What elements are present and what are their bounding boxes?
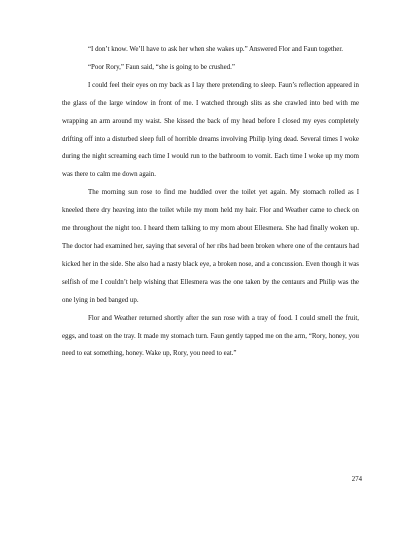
- paragraph: The morning sun rose to find me huddled over the toilet yet again. My stomach rolled as I kneeled there dry heaving into the toilet while my mom held my hair. Flor and Weather came to check on me throughout the night too. I heard them talking to my mom about Ellesmera. She had finally woken up. The doctor had examined her, saying that several of her ribs had been broken where one of the centaurs had kicked her in the side. She also had a nasty black eye, a broken nose, and a concussion. Even though it was selfish of me I couldn’t help wishing that Ellesmera was the one taken by the centaurs and Philip was the one lying in bed banged up.: [62, 189, 359, 304]
- page-number: 274: [351, 476, 362, 483]
- paragraph: “Poor Rory,” Faun said, “she is going to be crushed.”: [88, 63, 235, 71]
- paragraph: “I don’t know. We’ll have to ask her when she wakes up.” Answered Flor and Faun together.: [88, 46, 343, 53]
- paragraph: Flor and Weather returned shortly after the sun rose with a tray of food. I could smell the fruit, eggs, and toast on the tray. It made my stomach turn. Faun gently tapped me on the arm, “Rory, honey, you need to eat something, honey. Wake up, Rory, you need to eat.”: [62, 314, 359, 358]
- body-text: [62, 41, 359, 363]
- paragraph: I could feel their eyes on my back as I lay there pretending to sleep. Faun’s reflection appeared in the glass of the large window in front of me. I watched through slits as she crawled into bed with me wrapping an arm around my waist. She kissed the back of my head before I closed my eyes completely drifting off into a disturbed sleep full of horrible dreams involving Philip lying dead. Several times I woke during the night screaming each time I would run to the bathroom to vomit. Each time I woke up my mom was there to calm me down again.: [62, 81, 359, 179]
